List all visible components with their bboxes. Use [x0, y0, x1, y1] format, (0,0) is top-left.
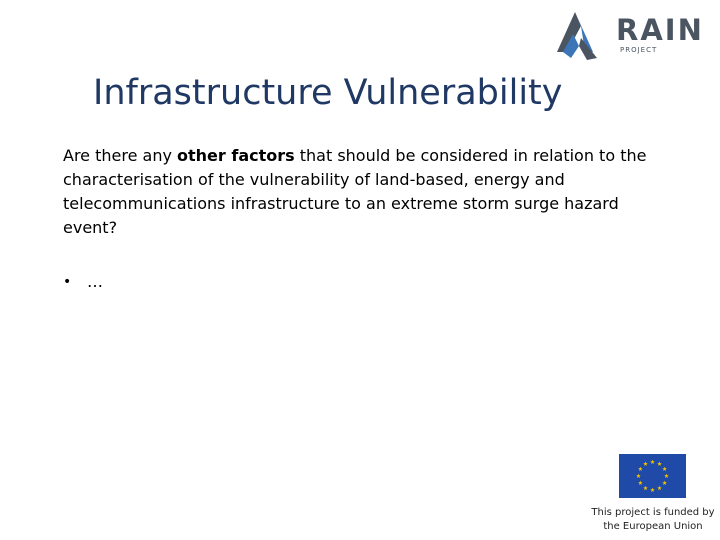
- rain-logo: [553, 8, 717, 68]
- eu-funding-caption: [586, 506, 720, 534]
- logo-wordmark: RAIN: [616, 13, 704, 47]
- rain-logo-mark-icon: [553, 8, 613, 64]
- question-emphasis: other factors: [177, 146, 295, 165]
- eu-flag-icon: [619, 454, 686, 498]
- question-part1: Are there any: [63, 146, 178, 165]
- list-item: [63, 272, 103, 291]
- bullet-marker: •: [63, 273, 72, 290]
- eu-caption-line2: the European Union: [603, 521, 703, 532]
- logo-subtext: PROJECT: [620, 46, 658, 54]
- bullet-list: [63, 272, 103, 291]
- page-title: Infrastructure Vulnerability: [93, 73, 563, 113]
- list-item-text: …: [87, 272, 103, 291]
- question-part2: that should be considered in relation to the characterisation of the vulnerability of land-based, energy and telecommunications infrastructure to an extreme storm surge hazard event?: [63, 146, 647, 237]
- eu-caption-line1: This project is funded by: [591, 507, 715, 518]
- question-text: [63, 144, 663, 240]
